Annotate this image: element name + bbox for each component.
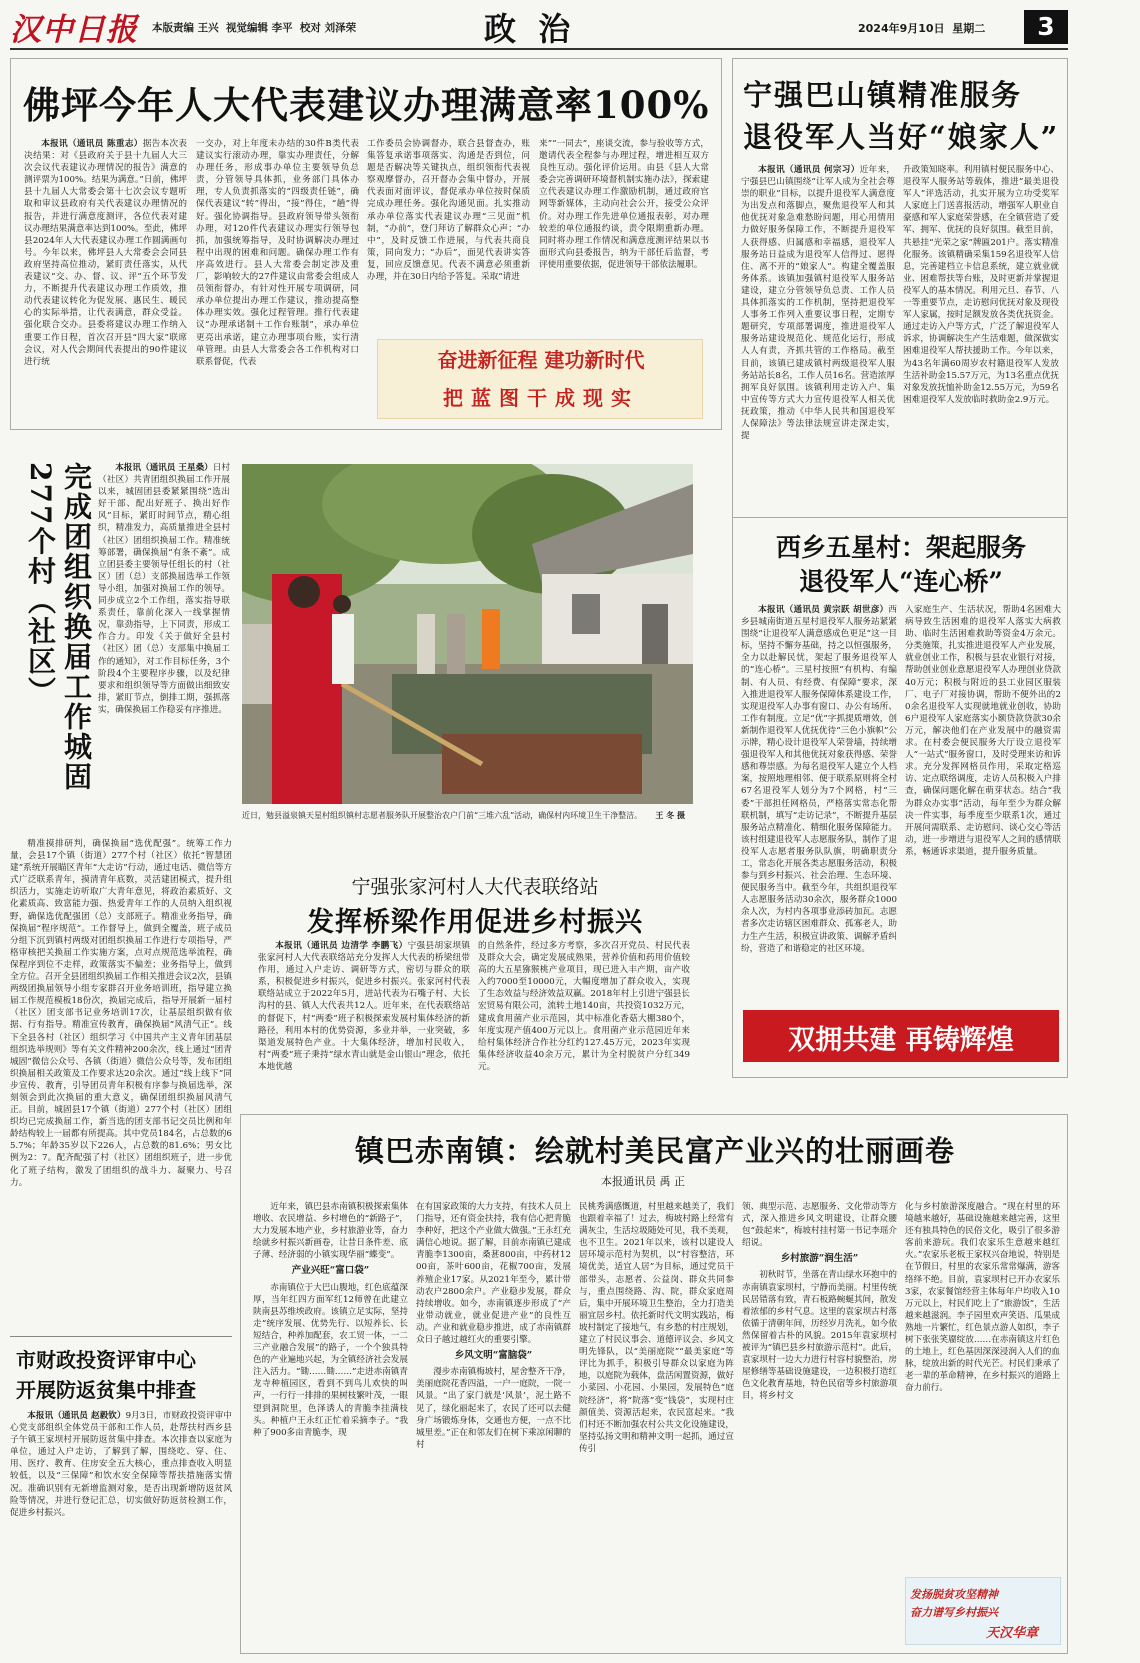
article-chenggu bbox=[10, 440, 235, 1330]
finance-top-rule bbox=[10, 1336, 232, 1337]
article-zhangjiahe-col-2: 的自然条件，经过多方考察，多次召开党员、村民代表及群众大会，确定发展成熟果，营养价值和药用价值较高的大五星猕猴桃产业项目，现已进入丰产期，亩产收入约7000至10000元，大幅度增加了群众收入，实现了生态效益与经济效益双赢。2018年村上引进宁强县长宏贸易有限公司，流转土地140亩，共投资1032万元，建成食用菌产业示范园，其中标准化香菇大棚380个，年度实现产值400万元以上。食用菌产业示范园近年来给村集体经济合作社分红约127.45万元，2023年实现集体经济收益40余万元，累计为全村脱贫户分红349元。 bbox=[478, 941, 690, 1072]
article-foping-box bbox=[10, 58, 722, 430]
subhead-industry: 产业兴旺“富口袋” bbox=[291, 1265, 370, 1277]
headline-wuxing-2: 退役军人“连心桥” bbox=[799, 567, 1003, 596]
slogan-line-2: 把蓝图干成现实 bbox=[443, 386, 639, 410]
kicker-zhangjiahe: 宁强张家河村人大代表联络站 bbox=[351, 876, 599, 898]
rural-revitalization-banner bbox=[905, 1577, 1061, 1645]
article-chenggu-col-top: 本报讯（通讯员 王星桑）日村（社区）共青团组织换届工作开展以来，城固团县委紧紧围绕“选出好干部、配出好班子、换出好作风”目标，紧盯时间节点，精心组织，精准发力，高质量推进全县村（社区）团组织换届工作。精准统筹部署，确保换届“有条不紊”。成立团县委主要领导任组长的村（社区）团（总）支部换届选举工作领导小组，加强对换届工作的领导。同步成立2个工作组，落实指导联系责任，靠前化深入一线掌握情况，靠劲指导，上下同责，形成工作合力。印发《关于做好全县村（社区）团（总）支部集中换届工作的通知》，对工作目标任务，3个阶段4个主要程序步骤，以及纪律要求和组织领导等方面做出细致安排，紧盯节点，倒排工期，强抓落实，确保换届工作稳妥有序推进。 bbox=[98, 463, 230, 715]
article-wuxing-box bbox=[732, 518, 1068, 1078]
slogan-banner bbox=[377, 339, 703, 419]
article-chinan-box bbox=[240, 1114, 1068, 1654]
headline-foping: 佛坪今年人大代表建议办理满意率100% bbox=[23, 83, 710, 127]
double-support-banner bbox=[743, 1010, 1059, 1062]
article-chinan-col-4: 领、典型示范、志愿服务、文化带动等方式，深入推进乡风文明建设，让群众腰包“鼓起来”，梅坡村挂村第一书记李瑶介绍说。 乡村旅游“润生活” 初秋时节，坐落在青山绿水环抱中的赤南镇袁家坝村，宁静而美丽。村里传统民居错落有致，青石板路蜿蜒其间，散发着浓郁的乡村气息。这里的袁家坝古村落依循于清朝年间，历经岁月洗礼，如今依然保留着古朴的风貌。2015年袁家坝村被评为“镇巴县乡村旅游示范村”。此后，袁家坝村一边大力进行村容村貌整治，房屋修缮等基础设施建设，一边积极打造红色文化教育基地，特色民宿等乡村旅游项目，将乡村文 bbox=[742, 1202, 897, 1402]
section-title: 政 治 bbox=[484, 10, 571, 48]
article-chinan-col-1: 近年来，镇巴县赤南镇积极探索集体增收、农民增益、乡村增色的“新路子”，大力发展本地产业，乡村旅游业等，奋力绘就乡村振兴新画卷，让昔日条件差、底子薄、经济弱的小镇实现华丽“蝶变”。 产业兴旺“富口袋” 赤南镇位于大巴山腹地，红色底蕴深厚，当年红四方面军红12师曾在此建立陕南县苏维埃政府。该镇立足实际，坚持走“统序发展、优势先行、以短养长、长短结合，种养加配套，农工贸一体，一二三产业融合发展”的路子，一个个独具特色的产业遍地兴起，为全镇经济社会发展注入活力。“锄……锄……”走进赤南镇青龙寺种植园区，看到不到鸟儿欢快的叫声，一行行一排排的果树枝繁叶茂，一眼望到洞院里，色泽诱人的青脆李挂满枝头。种植户王永红正忙着采摘李子。“我种了900多亩青脆李，现 bbox=[253, 1202, 408, 1438]
headline-finance-1: 市财政投资评审中心 bbox=[16, 1348, 196, 1372]
news-photo bbox=[242, 464, 693, 804]
article-zhangjiahe bbox=[250, 842, 700, 1082]
article-wuxing-col-1: 本报讯（通讯员 黄宗跃 胡世彦）西乡县城南街道五星村退役军人服务站紧紧围绕“让退役军人满意感成色更足”这一目标，坚持不懈夯基础，持之以恒强服务，全力以赴解民忧，架起了服务退役军人的“连心桥”。三星村按照“有机构、有编制、有人员、有经费、有保障”要求，深入推进退役军人服务保障体系建设工作，实现退役军人办事有窗口、办公有场所、工作有制度。立足“优”字抓提质增效，创新制作退役军人优抚优待“三色小旗帜”公示牌，精心设计退役军人荣誉墙，持续增强退役军人和其他优抚对象获得感、荣誉感和尊崇感。为每名退役军人建立个人档案，按照地理相邻、便于联系原则将全村67名退役军人划分为7个网格，村“三委”干部担任网格员，严格落实常态化帮联机制，填写“走访记录”，不断提升基层服务站点精准化、精细化服务保障能力。该村组建退役军人志愿服务队，制作了退役军人志愿者服务队队旗，明确职责分工，常态化开展各类志愿服务活动，积极参与到乡村振兴、社会治理、生态环境、便民服务当中。截至今年，共组织退役军人志愿服务活动30余次，服务群众1000余人次，为村内各项事业添砖加瓦。志愿者多次走访辖区困难群众、孤寡老人，助力生产生活，积极宣讲政策、调解矛盾纠纷，营造了和谐稳定的社区环境。 bbox=[741, 605, 897, 954]
issue-date: 2024年9月10日 星期二 bbox=[858, 22, 986, 35]
article-wuxing-col-2: 入家庭生产、生活状况，帮助4名困难大病导致生活困难的退役军人落实大病救助、临时生活困难救助等资金4万余元。分类施策，扎实推进退役军人产业发展，就业创业工作，积极与县农业银行对接，帮助创业创业意愿退役军人办理创业贷款40万元；积极与附近的县工业园区服装厂、电子厂对接协调，帮助不便外出的20余名退役军人实现就地就业创收，协助6户退役军人家庭落实小额贷款贷款30余万元，解决他们在产业发展中的融资需求。在村委会便民服务大厅设立退役军人“一站式”服务窗口，及时受理来访和诉求。充分发挥网格员作用，采取定格巡访、定点联络调度，走访人员积极入户排查，确保问题化解在萌芽状态。结合“我为群众办实事”活动，每年至少为群众解决一件实事，每季度至少联系1次，通过开展问需联系、走访慰问、谈心交心等活动，进一步增进与退役军人之间的感情联系，畅通诉求渠道，提升服务质量。 bbox=[905, 605, 1061, 857]
article-bashan-col-2: 升政策知晓率。利用镇村便民服务中心、退役军人服务站等载体，推进“最美退役军人”评选活动，扎实开展为立功受奖军人家庭上门送喜报活动，增强军人职业自豪感和军人家庭荣誉感，在全镇营造了爱军、拥军、优抚的良好氛围。截至目前，共悬挂“光荣之家”牌匾201户。落实精准化服务。该镇精确采集159名退役军人信息，完善建档立卡信息系统，建立就业就业、困难帮扶等台账，及时更新并掌握退役军人的基本情况。利用元旦、春节、八一等重要节点，走访慰问优抚对象及现役军人家属，按时足额发放各类优抚资金。通过走访入户等方式，广泛了解退役军人诉求，协调解决生产生活难题，做深做实困难退役军人帮扶援助工作。今年以来，为43名年满60周岁农村籍退役军人发放生活补助金15.57万元，为13名重点优抚对象发放抚恤补助金12.55万元，为59名困难退役军人发放临时救助金2.9万元。 bbox=[903, 165, 1059, 405]
headline-chinan: 镇巴赤南镇：绘就村美民富产业兴的壮丽画卷 bbox=[354, 1134, 955, 1168]
masthead bbox=[0, 0, 1140, 50]
photo-credit: 王 冬 摄 bbox=[655, 810, 685, 820]
article-finance-body: 本报讯（通讯员 赵毅钦）9月3日，市财政投资评审中心党支部组织全体党员干部和工作人员，赴帮扶村西乡县子午镇王家坝村开展防返贫集中排查。本次排查以家庭为单位，通过入户走访，了解到了解，围绕吃、穿、住、用、医疗、教育、住房安全五大核心，重点排查收入明显较低，以及“三保障”和饮水安全保障等帮扶措施落实情况。准确识别有无新增监测对象，是否出现新增防返贫风险等情况，并进行登记汇总，切实做好防返贫检测工作，促进乡村振兴。 bbox=[10, 1411, 232, 1518]
article-bashan-col-1: 本报讯（通讯员 何宗习）近年来，宁强县巴山镇围绕“让军人成为全社会尊崇的职业”目标，以提升退役军人满意度为出发点和落脚点，聚焦退役军人和其他优抚对象急难愁盼问题，用心用情用力做好服务保障工作，不断提升退役军人获得感、归属感和幸福感，退役军人服务站日益成为退役军人信得过、愿得住、离不开的“娘家人”。构建全覆盖服务体系。该镇加强镇村退役军人服务站建设，建立分管领导负总责、工作人员具体抓落实的工作机制，坚持把退役军人事务工作列入重要议事日程，定期专题研究，专项部署调度，推进退役军人服务站建设规范化、规范化运行，形成人人有责，齐抓共管的工作格局。截至目前，该镇已建成镇村两级退役军人服务站站长8名，工作人员16名。营造浓厚拥军良好氛围。该镇利用走访入户、集中宣传等方式大力宣传退役军人相关优抚政策，推动《中华人民共和国退役军人保障法》等法律法规宣讲走深走实，提 bbox=[741, 165, 895, 442]
article-chinan-col-3: 民桃秀满感慨道，村里越来越美了，我们也跟着幸福了！过去，梅坡村路上经常有满灰尘，生活垃圾随处可见，我不美观，也不卫生。2021年以来，该村以建设人居环境示范村为契机，以“村容整洁，环境优美，适宜人居”为目标，通过党员干部带头，志愿者、公益岗、群众共同参与，重点围绕路、沟、院，群众家庭周后，集中开展环境卫生整治，全力打造美丽宜居乡村。依托新时代文明实践站，梅坡村制定了接地气，有乡愁的村庄规划，建立了村民议事会、道德评议会、乡风文明先锋队，以“美丽庭院”“最美家庭”等评比为抓手，积极引导群众以家庭为阵地，以庭院为载体，盘活闲置资源，做好小菜园、小花园、小果园，发展特色“庭院经济”，将“院落”变“钱袋”，实现村庄颜值美、资源活起来，农民富起来。“我们村还不断加强农村公共文化设施建设，坚持弘扬文明和精神文明一起抓，通过宣传引 bbox=[579, 1202, 734, 1454]
chinan-byline: 本报通讯员 禹 正 bbox=[601, 1175, 685, 1188]
article-foping-col-1: 本报讯（通讯员 陈重志）据告本次表决结果：对《县政府关于县十九届人大三次会议代表建议办理情况的报告》满意的测评票为100%。结果为满意。”日前，佛坪县十九届人大常委会第十七次会议专题听取和审议县政府有关代表建议办理情况的报告，并进行满意度测评，各位代表对建议办理结果满意率达到100%。至此，佛坪县2024年人大代表建议办理工作圆满画句号。今年以来，佛坪县人大常委会会同县政府坚持高位推动，紧盯责任落实，从代表建议“交、办、督、议、评”五个环节发力，不断提升代表建议办理工作质效，推动代表建议转化为促发展、惠民生、暖民心的实际举措，让代表满意，群众受益。强化联合交办。县委将建议办理工作纳入重要工作日程，首次召开县“四大家”联席会议，对人代会期间代表提出的90件建议进行统 bbox=[24, 139, 187, 367]
banner-script: 天汉华章 bbox=[986, 1626, 1039, 1641]
photo-caption: 近日，勉县溢泉镇天星村组织镇村志愿者服务队开展整治农户门前“三堆六乱”活动，确保村内环境卫生干净整洁。 王 冬 摄 bbox=[242, 810, 685, 820]
double-support-banner-text: 双拥共建 再铸辉煌 bbox=[788, 1025, 1014, 1056]
headline-bashan-1: 宁强巴山镇精准服务 bbox=[743, 78, 1023, 112]
article-chinan-col-2: 在有国家政策的大力支持，有技术人员上门指导，还有资金扶持，我有信心把青脆李种好，把这个产业做大做强。”王永红充满信心地说。据了解，目前赤南镇已建成青脆李1300亩，桑葚800亩，中药材1200亩，茶叶600亩，花椒700亩，发展养殖企业17家。从2021年至今，累计带动农户2800余户。产业稳步发展，群众持续增收。如今，赤南镇逐步形成了“产业带动就业，就业促进产业”的良性互动。产业和就业稳步推进，成了赤南镇群众日子越过越红火的重要引擎。 乡风文明“富脑袋” 漫步赤南镇梅坡村，屋舍整齐干净，美丽庭院花香四溢，一户一庭院，一院一风景。“出了家门就是‘风景’，泥土路不见了，绿化丽起来了，农民了还可以去健身广场锻炼身体，交通也方便，一点不比城里差。”正在和邻友们在树下乘凉闲聊的村 bbox=[416, 1202, 571, 1450]
banner-line-2: 奋力谱写乡村振兴 bbox=[910, 1606, 998, 1619]
article-chenggu-col-bottom: 精准摸排研判，确保换届“选优配强”。统筹工作力量，会县17个镇（街道）277个村（社区）依托“智慧团建”系统开展瞄区青年“大走访”行动，通过电话、微信等方式广泛联系青年，摸清青年底数，灵活建团模式，提升组织活力，实施走访听取广大青年意见，将政治素质好、文化素质高、致富能力强、热爱青年工作的人员纳入组织视野，确保选优配强团（总）支部班子。精准业务指导，确保换届“程序规范”。工作督导上，做到全覆盖，班子成员分组下沉到镇村两级对团组织换届工作进行专项指导，严格审核把关换届工作实施方案，点对点规范选举流程，确保程序到位不走样，政策落实不偏差；业务指导上，做到全方位。召开全县团组织换届工作相关推进会议2次，县镇两级团换届领导小组专家群召开业务培训班，指导建立换届工作规范模板18份次，换届完成后，指导开展新一届村（社区）团支部书记业务培训17次，让基层组织做有依据、行有指导。精准宣传教育，确保换届“风清气正”。线下全县各村（社区）组织学习《中国共产主义青年团基层组织选举规则》等有关文件精神200余次，线上通过“团青城固”微信公众号、各镇（街道）微信公众号等，发布团组织换届相关政策及工作要求达20余次。通过“线上线下”同步宣传、教育，引导团员青年积极有序参与换届选举，深刻领会到此次换届的重大意义，确保团组织换届风清气正。目前，城固县17个镇（街道）277个村（社区）团组织均已完成换届工作，新当选的团支部书记交员比例和年龄结构较上一届都有所提高。其中党员184名，占总数的65.7%；年龄35岁以下226人，占总数的81.6%；男女比例为2：7。配齐配强了村（社区）团组织班子，进一步优化了班子结构，激发了团组织的战斗力、凝聚力、号召力。 bbox=[10, 839, 232, 1188]
article-bashan-box bbox=[732, 58, 1068, 518]
village-cleanup-photo-illustration bbox=[242, 464, 693, 804]
article-foping-col-2: 一交办，对上年度未办结的30件B类代表建议实行滚动办理，靠实办理责任，分解办理任务，形成事办单位主要领导负总责，分管领导具体抓，业务部门具体办理，专人负责抓落实的“四级责任链”，确保代表建议“转”得出，“接”得住，“趟”得好。强化协调指导。县政府领导带头领衔办理，对120件代表建议办理实行领导包抓，加强统筹指导，及时协调解决办理过程中出现的困难和问题。确保办理工作有序高效进行。县人大常委会制定涉及重厂，影响较大的27件建议由常委会组成人员领衔督办，有针对性开展专项调研，同承办单位提出办理工作建议，推动提高整体办理实效。强化过程管理。推行代表建议“办理承诺制＋工作台账制”，承办单位更亮出承诺，建立办理事项台账，实行清单管理。由县人大常委会各工作机构对口联系督促，代表 bbox=[196, 139, 359, 367]
article-finance-center bbox=[10, 1336, 232, 1656]
subhead-tourism: 乡村旅游“润生活” bbox=[780, 1253, 859, 1265]
newspaper-logo: 汉中日报 bbox=[10, 12, 138, 48]
headline-zhangjiahe: 发挥桥梁作用促进乡村振兴 bbox=[307, 907, 643, 938]
page-number-badge bbox=[1024, 10, 1068, 44]
headline-bashan-2: 退役军人当好“娘家人” bbox=[743, 120, 1060, 154]
article-foping-col-4: 来”“一同去”，座谈交流，参与验收等方式，邀请代表全程参与办理过程，增进相互双方良性互动。强化评价运用。由县《县人大常委会完善调研环境督机制实施办法》，探索建立代表建议办理工作激励机制，通过政府官网等新媒体，主动向社会公开，接受公众评价。对办理工作先进单位通报表彰，对办理较差的单位通报约谈，责令限期重新办理。同时将办理工作情况和满意度测评结果以书面形式向县委报告，纳为干部任后监督，考评使用重要依据，促进领导干部依法履职。 bbox=[539, 139, 709, 270]
banner-line-1: 发扬脱贫攻坚精神 bbox=[910, 1588, 998, 1601]
slogan-line-1: 奋进新征程 建功新时代 bbox=[437, 348, 645, 372]
headline-wuxing-1: 西乡五星村：架起服务 bbox=[775, 533, 1026, 562]
editor-credits: 本版责编 王兴 视觉编辑 李平 校对 刘泽荣 bbox=[152, 22, 357, 34]
article-chinan-col-5: 化与乡村旅游深度融合。“现在村里的环境越来越好，基础设施越来越完善，这里还有独具特色的民俗文化，吸引了很多游客前来游玩。我们农家乐生意越来越红火。”农家乐老板王家权兴奋地说，特别是在节假日，村里的农家乐常常爆满，游客络绎不绝。目前，袁家坝村已开办农家乐3家，农家餐馆经营主体每年户均收入10万元以上，村民们吃上了“旅游饭”，生活越来越滋润。李子园里欢声笑语、瓜果成熟地一片繁忙，红色景点游人如织，李子树下张张笑靥绽放……在赤南镇这片红色的土地上，红色基因深深浸润入人们的血脉，绽放出新的时代光芒。村民们秉承了老一辈的革命精神，在乡村振兴的道路上奋力前行。 bbox=[905, 1202, 1060, 1394]
page-number: 3 bbox=[1037, 12, 1055, 41]
headline-finance-2: 开展防返贫集中排查 bbox=[16, 1378, 196, 1402]
headline-chenggu-vertical: 完成团组织换届工作城固277个村（社区） bbox=[24, 462, 93, 792]
subhead-civility: 乡风文明“富脑袋” bbox=[454, 1350, 533, 1362]
article-foping-col-3: 工作委员会协调督办，联合县督查办，账集答复承诺事项落实、沟通是否到位，问题是否解决等关键执点，组织领衔代表视察观摩督办，召开督办会集中督办，开展代表面对面评议，督促承办单位按时保质完成办理任务。强化沟通见面。扎实推动承办单位落实代表建议办理“三见面”机制，“办前”，登门拜访了解群众心声；“办中”，及时反馈工作进展，与代表共商良策，同向发力；“办后”，面见代表讲实答复，回应反馈意见。代表不满意必须重新办理，并在30日内给予答复。采取“请进 bbox=[367, 139, 530, 283]
article-zhangjiahe-col-1: 本报讯（通讯员 边清学 李鹏飞）宁强县胡家坝镇张家河村人大代表联络站充分发挥人大代表的桥梁纽带作用，通过入户走访、调研等方式，密切与群众的联系，积极促进乡村振兴，促进乡村振兴。张家河村代表联络站成立于2022年5月，进站代表为石嘴子村、大长沟村的县、镇人大代表共12人。近年来，在代表联络站的督促下，村“两委”班子积极探索发展村集体经济的新路径，利用本村的优势资源，多业并举，一业突破，多渠道发展特色产业。十大集体经济，增加村民收入，村“两委”班子秉持“绿水青山就是金山银山”理念，依托本地优越 bbox=[258, 941, 470, 1072]
masthead-rule bbox=[10, 48, 1068, 50]
